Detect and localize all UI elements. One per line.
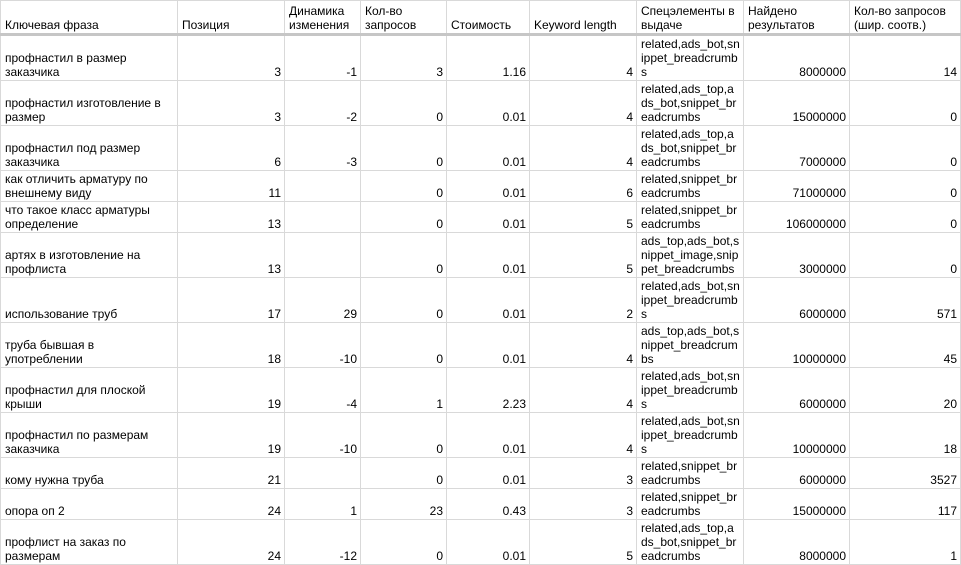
cell-keyword-length[interactable]: 4 [530, 368, 637, 413]
cell-results-found[interactable]: 6000000 [744, 458, 850, 489]
cell-cost[interactable]: 0.01 [447, 413, 530, 458]
header-serp-features[interactable]: Спецэлементы в выдаче [637, 1, 744, 35]
cell-position[interactable]: 6 [178, 126, 285, 171]
cell-cost[interactable]: 0.01 [447, 278, 530, 323]
cell-dynamics[interactable]: 29 [285, 278, 361, 323]
header-dynamics[interactable]: Динамика изменения [285, 1, 361, 35]
cell-position[interactable]: 24 [178, 520, 285, 565]
cell-keyword-length[interactable]: 4 [530, 126, 637, 171]
cell-position[interactable]: 13 [178, 202, 285, 233]
header-query-count[interactable]: Кол-во запросов [361, 1, 447, 35]
cell-keyword-length[interactable]: 5 [530, 520, 637, 565]
cell-keyword-length[interactable]: 6 [530, 171, 637, 202]
cell-query-count[interactable]: 0 [361, 171, 447, 202]
cell-serp-features[interactable]: related,ads_bot,snippet_breadcrumbs [637, 413, 744, 458]
cell-results-found[interactable]: 71000000 [744, 171, 850, 202]
cell-keyword[interactable]: профнастил под размер заказчика [1, 126, 178, 171]
cell-results-found[interactable]: 6000000 [744, 368, 850, 413]
cell-keyword[interactable]: что такое класс арматуры определение [1, 202, 178, 233]
cell-position[interactable]: 19 [178, 413, 285, 458]
cell-broad-query-count[interactable]: 3527 [850, 458, 961, 489]
cell-cost[interactable]: 1.16 [447, 35, 530, 81]
cell-broad-query-count[interactable]: 18 [850, 413, 961, 458]
cell-keyword-length[interactable]: 4 [530, 323, 637, 368]
cell-serp-features[interactable]: related,snippet_breadcrumbs [637, 458, 744, 489]
cell-keyword[interactable]: труба бывшая в употреблении [1, 323, 178, 368]
cell-query-count[interactable]: 0 [361, 81, 447, 126]
cell-query-count[interactable]: 3 [361, 35, 447, 81]
cell-query-count[interactable]: 0 [361, 278, 447, 323]
cell-keyword-length[interactable]: 3 [530, 458, 637, 489]
cell-keyword[interactable]: профнастил изготовление в размер [1, 81, 178, 126]
cell-cost[interactable]: 0.01 [447, 458, 530, 489]
cell-dynamics[interactable]: -3 [285, 126, 361, 171]
cell-keyword-length[interactable]: 5 [530, 233, 637, 278]
cell-results-found[interactable]: 10000000 [744, 413, 850, 458]
header-keyword-length[interactable]: Keyword length [530, 1, 637, 35]
cell-serp-features[interactable]: related,ads_top,ads_bot,snippet_breadcrumbs [637, 520, 744, 565]
cell-query-count[interactable]: 0 [361, 323, 447, 368]
cell-serp-features[interactable]: related,ads_bot,snippet_breadcrumbs [637, 278, 744, 323]
header-broad-query-count[interactable]: Кол-во запросов (шир. соотв.) [850, 1, 961, 35]
cell-position[interactable]: 24 [178, 489, 285, 520]
header-cost[interactable]: Стоимость [447, 1, 530, 35]
cell-broad-query-count[interactable]: 0 [850, 202, 961, 233]
cell-position[interactable]: 18 [178, 323, 285, 368]
cell-query-count[interactable]: 0 [361, 233, 447, 278]
table-row [1, 35, 961, 81]
cell-serp-features[interactable]: related,ads_top,ads_bot,snippet_breadcrumbs [637, 126, 744, 171]
cell-results-found[interactable]: 8000000 [744, 35, 850, 81]
table-row [1, 368, 961, 413]
cell-serp-features[interactable]: ads_top,ads_bot,snippet_breadcrumbs [637, 323, 744, 368]
cell-cost[interactable]: 0.01 [447, 81, 530, 126]
cell-serp-features[interactable]: related,ads_bot,snippet_breadcrumbs [637, 35, 744, 81]
header-row [1, 1, 961, 35]
cell-results-found[interactable]: 10000000 [744, 323, 850, 368]
cell-dynamics[interactable]: -2 [285, 81, 361, 126]
cell-broad-query-count[interactable]: 0 [850, 126, 961, 171]
table-row [1, 520, 961, 565]
cell-keyword-length[interactable]: 3 [530, 489, 637, 520]
cell-results-found[interactable]: 7000000 [744, 126, 850, 171]
cell-keyword-length[interactable]: 4 [530, 35, 637, 81]
cell-broad-query-count[interactable]: 20 [850, 368, 961, 413]
cell-keyword-length[interactable]: 4 [530, 413, 637, 458]
cell-results-found[interactable]: 106000000 [744, 202, 850, 233]
cell-cost[interactable]: 0.01 [447, 233, 530, 278]
cell-serp-features[interactable]: related,ads_bot,snippet_breadcrumbs [637, 368, 744, 413]
cell-position[interactable]: 11 [178, 171, 285, 202]
cell-cost[interactable]: 0.43 [447, 489, 530, 520]
cell-cost[interactable]: 0.01 [447, 126, 530, 171]
cell-keyword-length[interactable]: 4 [530, 81, 637, 126]
table-row [1, 126, 961, 171]
table-row [1, 202, 961, 233]
cell-cost[interactable]: 0.01 [447, 202, 530, 233]
cell-query-count[interactable]: 0 [361, 458, 447, 489]
table-row [1, 278, 961, 323]
cell-results-found[interactable]: 15000000 [744, 489, 850, 520]
cell-results-found[interactable]: 8000000 [744, 520, 850, 565]
cell-results-found[interactable]: 6000000 [744, 278, 850, 323]
cell-dynamics[interactable] [285, 233, 361, 278]
header-keyword[interactable]: Ключевая фраза [1, 1, 178, 35]
header-position[interactable]: Позиция [178, 1, 285, 35]
cell-dynamics[interactable]: -10 [285, 323, 361, 368]
cell-keyword[interactable]: кому нужна труба [1, 458, 178, 489]
cell-broad-query-count[interactable]: 1 [850, 520, 961, 565]
table-row [1, 233, 961, 278]
cell-position[interactable]: 3 [178, 35, 285, 81]
cell-results-found[interactable]: 3000000 [744, 233, 850, 278]
cell-broad-query-count[interactable]: 0 [850, 81, 961, 126]
cell-serp-features[interactable]: related,snippet_breadcrumbs [637, 202, 744, 233]
cell-query-count[interactable]: 1 [361, 368, 447, 413]
cell-position[interactable]: 13 [178, 233, 285, 278]
cell-cost[interactable]: 0.01 [447, 323, 530, 368]
cell-query-count[interactable]: 0 [361, 202, 447, 233]
cell-position[interactable]: 19 [178, 368, 285, 413]
cell-dynamics[interactable] [285, 202, 361, 233]
cell-dynamics[interactable]: -10 [285, 413, 361, 458]
cell-query-count[interactable]: 0 [361, 520, 447, 565]
table-row [1, 323, 961, 368]
cell-dynamics[interactable]: -12 [285, 520, 361, 565]
cell-serp-features[interactable]: related,snippet_breadcrumbs [637, 489, 744, 520]
cell-serp-features[interactable]: ads_top,ads_bot,snippet_image,snippet_breadcrumbs [637, 233, 744, 278]
cell-keyword[interactable]: артях в изготовление на профлиста [1, 233, 178, 278]
cell-broad-query-count[interactable]: 0 [850, 233, 961, 278]
cell-keyword[interactable]: профлист на заказ по размерам [1, 520, 178, 565]
table-body [1, 35, 961, 565]
cell-serp-features[interactable]: related,ads_top,ads_bot,snippet_breadcrumbs [637, 81, 744, 126]
cell-broad-query-count[interactable]: 45 [850, 323, 961, 368]
cell-broad-query-count[interactable]: 117 [850, 489, 961, 520]
table-row [1, 458, 961, 489]
cell-results-found[interactable]: 15000000 [744, 81, 850, 126]
cell-cost[interactable]: 0.01 [447, 520, 530, 565]
cell-keyword[interactable]: профнастил по размерам заказчика [1, 413, 178, 458]
table-row [1, 171, 961, 202]
cell-broad-query-count[interactable]: 0 [850, 171, 961, 202]
cell-dynamics[interactable] [285, 171, 361, 202]
header-results-found[interactable]: Найдено результатов [744, 1, 850, 35]
table-row [1, 413, 961, 458]
cell-dynamics[interactable]: -4 [285, 368, 361, 413]
cell-serp-features[interactable]: related,snippet_breadcrumbs [637, 171, 744, 202]
cell-keyword[interactable]: как отличить арматуру по внешнему виду [1, 171, 178, 202]
cell-keyword[interactable]: профнастил для плоской крыши [1, 368, 178, 413]
cell-keyword[interactable]: опора оп 2 [1, 489, 178, 520]
cell-position[interactable]: 3 [178, 81, 285, 126]
cell-dynamics[interactable]: -1 [285, 35, 361, 81]
table-row [1, 489, 961, 520]
cell-broad-query-count[interactable]: 571 [850, 278, 961, 323]
cell-position[interactable]: 17 [178, 278, 285, 323]
cell-cost[interactable]: 2.23 [447, 368, 530, 413]
cell-dynamics[interactable]: 1 [285, 489, 361, 520]
cell-query-count[interactable]: 0 [361, 126, 447, 171]
cell-keyword-length[interactable]: 2 [530, 278, 637, 323]
table-row [1, 81, 961, 126]
cell-keyword-length[interactable]: 5 [530, 202, 637, 233]
cell-dynamics[interactable] [285, 458, 361, 489]
cell-position[interactable]: 21 [178, 458, 285, 489]
cell-keyword[interactable]: профнастил в размер заказчика [1, 35, 178, 81]
cell-query-count[interactable]: 0 [361, 413, 447, 458]
cell-broad-query-count[interactable]: 14 [850, 35, 961, 81]
cell-query-count[interactable]: 23 [361, 489, 447, 520]
cell-cost[interactable]: 0.01 [447, 171, 530, 202]
cell-keyword[interactable]: использование труб [1, 278, 178, 323]
